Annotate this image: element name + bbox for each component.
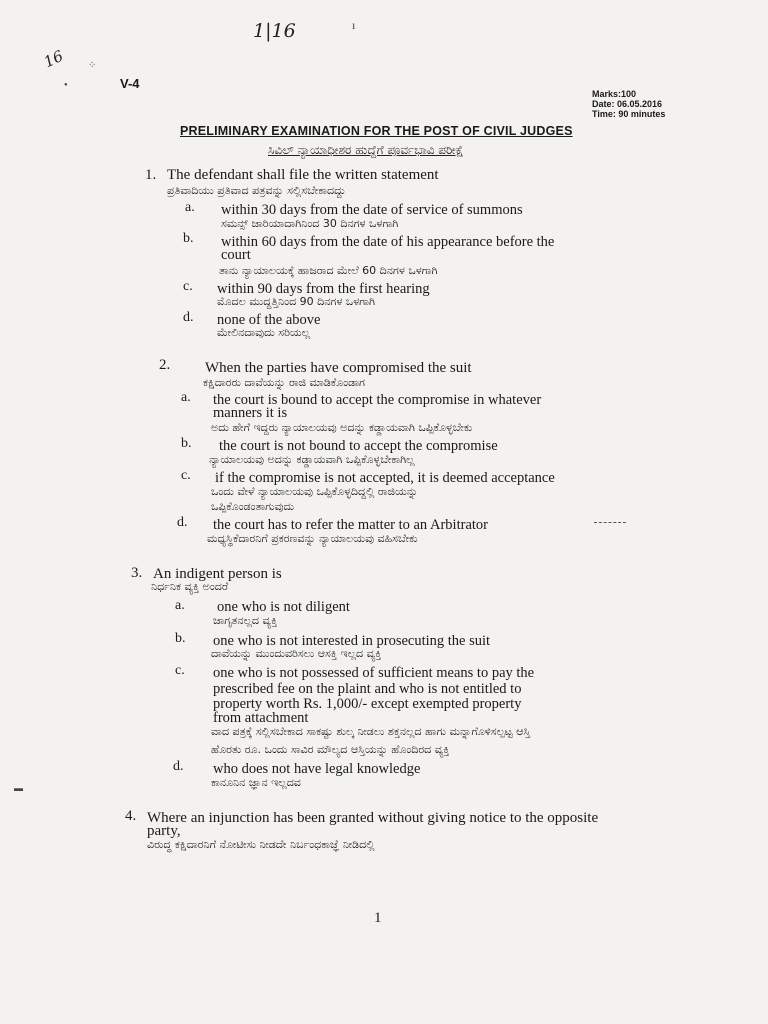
option-text: within 30 days from the date of service of summons xyxy=(221,202,523,218)
scan-artifact xyxy=(594,522,626,523)
option-text: from attachment xyxy=(213,710,309,726)
scan-speck: ● xyxy=(64,82,68,88)
option-text-kannada: ಮಧ್ಯಸ್ಥಿಕೆದಾರನಿಗೆ ಪ್ರಕರಣವನ್ನು ನ್ಯಾಯಾಲಯವು ವಹಿಸಬೇಕು xyxy=(207,532,418,545)
option-text-kannada: ಕಾನೂನಿನ ಜ್ಞಾನ ಇಲ್ಲದವ xyxy=(211,776,301,789)
option-letter: c. xyxy=(175,663,185,678)
option-letter: d. xyxy=(183,310,194,325)
handwritten-margin-note: 16 xyxy=(41,46,67,72)
option-letter: c. xyxy=(181,468,191,483)
scan-speck: ⁘ xyxy=(88,60,97,71)
question-text-kannada: ನಿರ್ಧನಿಕ ವ್ಯಕ್ತಿ ಅಂದರೆ xyxy=(151,580,229,593)
option-text-kannada: ವಾದ ಪತ್ರಕ್ಕೆ ಸಲ್ಲಿಸಬೇಕಾದ ಸಾಕಷ್ಟು ಶುಲ್ಕ ನೀಡಲು ಶಕ್ತನಲ್ಲದ ಹಾಗು ಮನ್ನಾಗೊಳಿಸಲ್ಪಟ್ಟ ಆಸ್ತಿ xyxy=(211,725,531,738)
option-text-kannada: ಅದು ಹೇಗೆ ಇದ್ದರು ನ್ಯಾಯಾಲಯವು ಅದನ್ನು ಕಡ್ಡಾಯವಾಗಿ ಒಪ್ಪಿಕೊಳ್ಳಬೇಕು xyxy=(211,421,473,434)
option-text: prescribed fee on the plaint and who is not entitled to xyxy=(213,681,522,697)
option-letter: a. xyxy=(185,200,195,215)
exam-title-kannada: ಸಿವಿಲ್ ನ್ಯಾಯಾಧೀಶರ ಹುದ್ದೆಗೆ ಪೂರ್ವಭಾವಿ ಪರೀಕ್ಷೆ xyxy=(268,143,464,157)
option-text: the court is bound to accept the compromise in whatever xyxy=(213,392,542,408)
handwritten-page-ref: 1|16 xyxy=(253,20,296,42)
option-letter: b. xyxy=(181,436,192,451)
scan-speck: ▬ xyxy=(14,783,23,793)
question-text-kannada: ಪ್ರತಿವಾದಿಯು ಪ್ರತಿವಾದ ಪತ್ರವನ್ನು ಸಲ್ಲಿಸಬೇಕಾದದ್ದು xyxy=(167,184,346,197)
exam-title: PRELIMINARY EXAMINATION FOR THE POST OF CIVIL JUDGES xyxy=(180,124,573,138)
question-text: party, xyxy=(147,823,181,839)
option-letter: b. xyxy=(183,231,194,246)
option-text-kannada: ಮೇಲಿನದಾವುದು ಸರಿಯಲ್ಲ xyxy=(217,326,311,339)
option-text: court xyxy=(221,247,251,263)
option-text: one who is not diligent xyxy=(217,599,350,615)
option-text-kannada: ದಾವೆಯನ್ನು ಮುಂದುವರಿಸಲು ಆಸಕ್ತಿ ಇಲ್ಲದ ವ್ಯಕ್ತಿ xyxy=(211,647,382,660)
option-text: one who is not interested in prosecuting the suit xyxy=(213,633,491,649)
option-text-kannada: ತಾನು ನ್ಯಾಯಾಲಯಕ್ಕೆ ಹಾಜರಾದ ಮೇಲೆ 60 ದಿನಗಳ ಒಳಗಾಗಿ xyxy=(219,264,438,277)
question-text: An indigent person is xyxy=(153,566,282,582)
question-text-kannada: ವಿರುದ್ಧ ಕಕ್ಷಿದಾರನಿಗೆ ನೋಟೀಸು ನೀಡದೇ ನಿರ್ಬಂಧಕಾಜ್ಞೆ ನೀಡಿದಲ್ಲಿ xyxy=(147,838,375,851)
option-text: if the compromise is not accepted, it is deemed acceptance xyxy=(215,470,555,486)
question-text-kannada: ಕಕ್ಷಿದಾರರು ದಾವೆಯನ್ನು ರಾಜಿ ಮಾಡಿಕೊಂಡಾಗ xyxy=(203,376,365,389)
option-text: manners it is xyxy=(213,405,288,421)
option-text-kannada: ಒಂದು ವೇಳೆ ನ್ಯಾಯಾಲಯವು ಒಪ್ಪಿಕೊಳ್ಳದಿದ್ದಲ್ಲಿ ರಾಜಿಯನ್ನು xyxy=(211,485,418,498)
option-text: none of the above xyxy=(217,312,321,328)
time-label: Time: 90 minutes xyxy=(592,109,666,119)
question-text: The defendant shall file the written statement xyxy=(167,167,439,183)
page-number: 1 xyxy=(374,910,382,926)
question-text: When the parties have compromised the suit xyxy=(205,360,472,376)
scan-speck: ı xyxy=(352,18,356,32)
option-text: the court is not bound to accept the compromise xyxy=(219,438,498,454)
option-text: the court has to refer the matter to an Arbitrator xyxy=(213,517,488,533)
option-text: property worth Rs. 1,000/- except exempted property xyxy=(213,696,522,712)
option-letter: a. xyxy=(175,598,185,613)
option-text: within 60 days from the date of his appearance before the xyxy=(221,234,555,250)
option-letter: b. xyxy=(175,631,186,646)
paper-code: V-4 xyxy=(120,76,140,91)
option-text-kannada: ಜಾಗೃತನಲ್ಲದ ವ್ಯಕ್ತಿ xyxy=(213,614,278,627)
option-text-kannada: ಸಮನ್ಸ್ ಜಾರಿಯಾದಾಗಿನಿಂದ 30 ದಿನಗಳ ಒಳಗಾಗಿ xyxy=(221,217,399,230)
option-letter: d. xyxy=(173,759,184,774)
question-number: 1. xyxy=(145,167,157,183)
option-text-kannada: ಹೊರತು ರೂ. ಒಂದು ಸಾವಿರ ಮೌಲ್ಯದ ಆಸ್ತಿಯನ್ನು ಹೊಂದಿರದ ವ್ಯಕ್ತಿ xyxy=(211,743,450,756)
option-text: who does not have legal knowledge xyxy=(213,761,421,777)
option-letter: d. xyxy=(177,515,188,530)
option-text-kannada: ಮೊದಲ ಮುದ್ದತ್ತಿನಿಂದ 90 ದಿನಗಳ ಒಳಗಾಗಿ xyxy=(217,295,376,308)
date-label: Date: 06.05.2016 xyxy=(592,99,663,109)
option-letter: a. xyxy=(181,390,191,405)
option-letter: c. xyxy=(183,279,193,294)
question-number: 2. xyxy=(159,357,171,373)
option-text: within 90 days from the first hearing xyxy=(217,281,430,297)
option-text: one who is not possessed of sufficient means to pay the xyxy=(213,665,535,681)
question-text: Where an injunction has been granted without giving notice to the opposite xyxy=(147,810,599,826)
question-number: 3. xyxy=(131,565,143,581)
question-number: 4. xyxy=(125,808,137,824)
option-text-kannada: ನ್ಯಾಯಾಲಯವು ಅದನ್ನು ಕಡ್ಡಾಯವಾಗಿ ಒಪ್ಪಿಕೊಳ್ಳಬೇಕಾಗಿಲ್ಲ xyxy=(209,453,415,466)
marks-label: Marks:100 xyxy=(592,89,637,99)
option-text-kannada: ಒಪ್ಪಿಕೊಂಡಂತಾಗುವುದು xyxy=(211,500,295,513)
